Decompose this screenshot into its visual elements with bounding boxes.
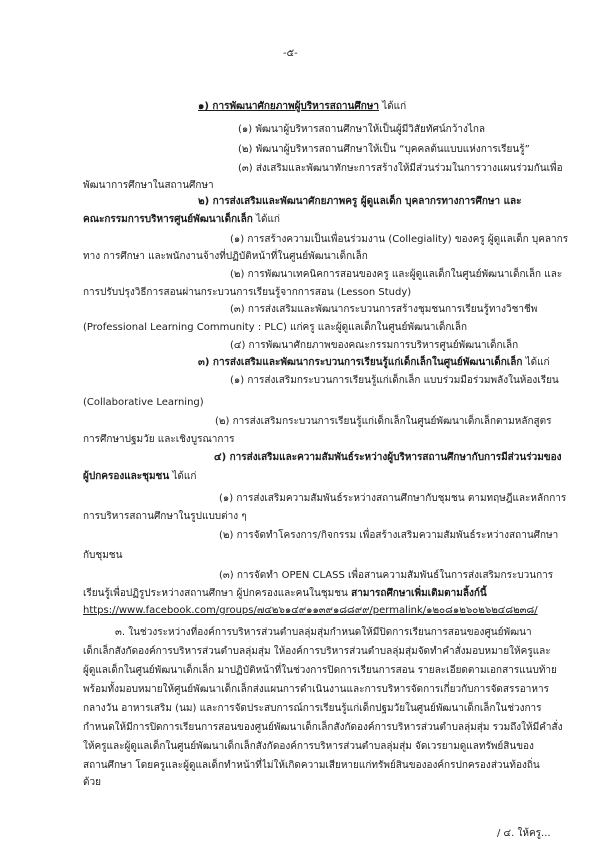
- section2-heading-cont: คณะกรรมการบริหารศูนย์พัฒนาเด็กเล็ก: [83, 214, 253, 225]
- section2-item-2-line1: (๒) การพัฒนาเทคนิคการสอนของครู และผู้ดูแลเด็กในศูนย์พัฒนาเด็กเล็ก และ: [230, 269, 563, 280]
- section2-suffix: ได้แก่: [252, 214, 280, 225]
- paragraph-3-line-6: กำหนดให้มีการปิดการเรียนการสอนของศูนย์พัฒนาเด็กเล็กสังกัดองค์การบริหารส่วนตำบลลุ่มสุ่ม รวมถึงให้มีคำสั่ง: [83, 722, 563, 733]
- section2-item-4: (๔) การพัฒนาศักยภาพของคณะกรรมการบริหารศูนย์พัฒนาเด็กเล็ก: [230, 340, 519, 351]
- paragraph-3-line-9: ด้วย: [83, 777, 101, 788]
- section3-suffix: ได้แก่: [522, 357, 550, 368]
- section3-item-2-line2: การศึกษาปฐมวัย และเชิงบูรณาการ: [83, 434, 235, 445]
- section4-item-3-line2: [83, 588, 487, 600]
- paragraph-3-line-3: ผู้ดูแลเด็กในศูนย์พัฒนาเด็กเล็ก มาปฏิบัติหน้าที่ในช่วงการปิดการเรียนการสอน รายละเอียดตามเอกสารแนบท้าย: [83, 665, 557, 676]
- paragraph-3-line-8: สถานศึกษา โดยครูและผู้ดูแลเด็กทำหน้าที่ไม่ให้เกิดความเสียหายแก่ทรัพย์สินขององค์กรปกครองส่วนท้องถิ่น: [83, 760, 540, 771]
- paragraph-3-line-1: ๓. ในช่วงระหว่างที่องค์การบริหารส่วนตำบลลุ่มสุ่มกำหนดให้มีปิดการเรียนการสอนของศูนย์พัฒนา: [115, 627, 532, 638]
- section3-item-1-line1: (๑) การส่งเสริมกระบวนการเรียนรู้แก่เด็กเล็ก แบบร่วมมือร่วมพลังในห้องเรียน: [230, 375, 559, 386]
- paragraph-3-line-2: เด็กเล็กสังกัดองค์การบริหารส่วนตำบลลุ่มสุ่ม ให้องค์การบริหารส่วนตำบลลุ่มสุ่มจัดทำคำสั่งมอบหมายให้ครูและ: [83, 646, 551, 657]
- section4-heading-line2: [83, 471, 196, 483]
- section4-heading-line1: ๔) การส่งเสริมและความสัมพันธ์ระหว่างผู้บริหารสถานศึกษากับการมีส่วนร่วมของ: [214, 452, 562, 463]
- section1-heading-line: [198, 101, 406, 113]
- section2-item-1-line1: (๑) การสร้างความเป็นเพื่อนร่วมงาน (Collegiality) ของครู ผู้ดูแลเด็ก บุคลากร: [230, 234, 569, 245]
- paragraph-3-line-5: กลางวัน อาหารเสริม (นม) และการจัดประสบการณ์การเรียนรู้แก่เด็กปฐมวัยในศูนย์พัฒนาเด็กเล็กในช่วงการ: [83, 703, 542, 714]
- facebook-group-link[interactable]: https://www.facebook.com/groups/๗๔๒๖๑๔๙๑๑๓๙๑๘๘๙๙/permalink/๑๒๐๘๑๒๖๐๒๖๒๔๘๒๓๘/: [83, 605, 538, 616]
- section1-item-2: (๒) พัฒนาผู้บริหารสถานศึกษาให้เป็น “บุคคลต้นแบบแห่งการเรียนรู้”: [238, 144, 530, 155]
- section4-item-3-note: สามารถศึกษาเพิ่มเติมตามลิ้งก์นี้: [351, 588, 487, 599]
- paragraph-3-line-4: พร้อมทั้งมอบหมายให้ศูนย์พัฒนาเด็กเล็กส่งแผนการดำเนินงานและการบริหารจัดการเกี่ยวกับการจัดสรรอาหาร: [83, 684, 549, 695]
- section1-suffix: ได้แก่: [378, 101, 407, 112]
- section3-heading: ๓) การส่งเสริมและพัฒนากระบวนการเรียนรู้แก่เด็กเล็กในศูนย์พัฒนาเด็กเล็ก: [198, 357, 523, 368]
- section2-item-3-line1: (๓) การส่งเสริมและพัฒนากระบวนการสร้างชุมชนการเรียนรู้ทางวิชาชีพ: [230, 304, 538, 315]
- section3-heading-line: [198, 357, 550, 369]
- section4-item-2-line1: (๒) การจัดทำโครงการ/กิจกรรม เพื่อสร้างเสริมความสัมพันธ์ระหว่างสถานศึกษา: [219, 530, 559, 541]
- section4-item-3-text: เรียนรู้เพื่อปฏิรูประหว่างสถานศึกษา ผู้ปกครองและคนในชุมชน: [83, 588, 348, 599]
- section4-item-1-line2: การบริหารสถานศึกษาในรูปแบบต่าง ๆ: [83, 511, 247, 522]
- section1-heading: ๑) การพัฒนาศักยภาพผู้บริหารสถานศึกษา: [198, 101, 379, 112]
- section4-item-1-line1: (๑) การส่งเสริมความสัมพันธ์ระหว่างสถานศึกษากับชุมชน ตามทฤษฎีและหลักการ: [219, 493, 567, 504]
- section1-continuation: พัฒนาการศึกษาในสถานศึกษา: [83, 180, 214, 191]
- section1-item-3: (๓) ส่งเสริมและพัฒนาทักษะการสร้างให้มีส่วนร่วมในการวางแผนร่วมกันเพื่อ: [238, 163, 563, 174]
- section2-item-2-line2: การปรับปรุงวิธีการสอนผ่านกระบวนการเรียนรู้จากการสอน (Lesson Study): [83, 287, 412, 298]
- section4-item-2-line2: กับชุมชน: [83, 550, 123, 561]
- page-number: -๕-: [283, 48, 298, 59]
- section2-item-1-line2: ทาง การศึกษา และพนักงานจ้างที่ปฏิบัติหน้าที่ในศูนย์พัฒนาเด็กเล็ก: [83, 251, 368, 262]
- paragraph-3-line-7: ให้ครูและผู้ดูแลเด็กในศูนย์พัฒนาเด็กเล็กสังกัดองค์การบริหารส่วนตำบลลุ่มสุ่ม จัดเวรยามดูแลทรัพย์สินของ: [83, 741, 534, 752]
- section4-item-3-line1: (๓) การจัดทำ OPEN CLASS เพื่อสานความสัมพันธ์ในการส่งเสริมกระบวนการ: [219, 570, 554, 581]
- section1-item-1: (๑) พัฒนาผู้บริหารสถานศึกษาให้เป็นผู้มีวิสัยทัศน์กว้างไกล: [238, 124, 486, 135]
- section4-suffix: ได้แก่: [169, 471, 197, 482]
- next-page-marker: / ๔. ให้ครู...: [497, 828, 551, 839]
- section3-item-2-line1: (๒) การส่งเสริมกระบวนการเรียนรู้แก่เด็กเล็กในศูนย์พัฒนาเด็กเล็กตามหลักสูตร: [215, 416, 552, 427]
- section2-item-3-line2: (Professional Learning Community : PLC) แก่ครู และผู้ดูแลเด็กในศูนย์พัฒนาเด็กเล็ก: [83, 322, 468, 333]
- section2-heading-line2: [83, 214, 280, 226]
- section2-heading-line1: ๒) การส่งเสริมและพัฒนาศักยภาพครู ผู้ดูแลเด็ก บุคลากรทางการศึกษา และ: [198, 196, 522, 207]
- section3-item-1-line2: (Collaborative Learning): [83, 397, 204, 408]
- section4-heading-cont: ผู้ปกครองและชุมชน: [83, 471, 170, 482]
